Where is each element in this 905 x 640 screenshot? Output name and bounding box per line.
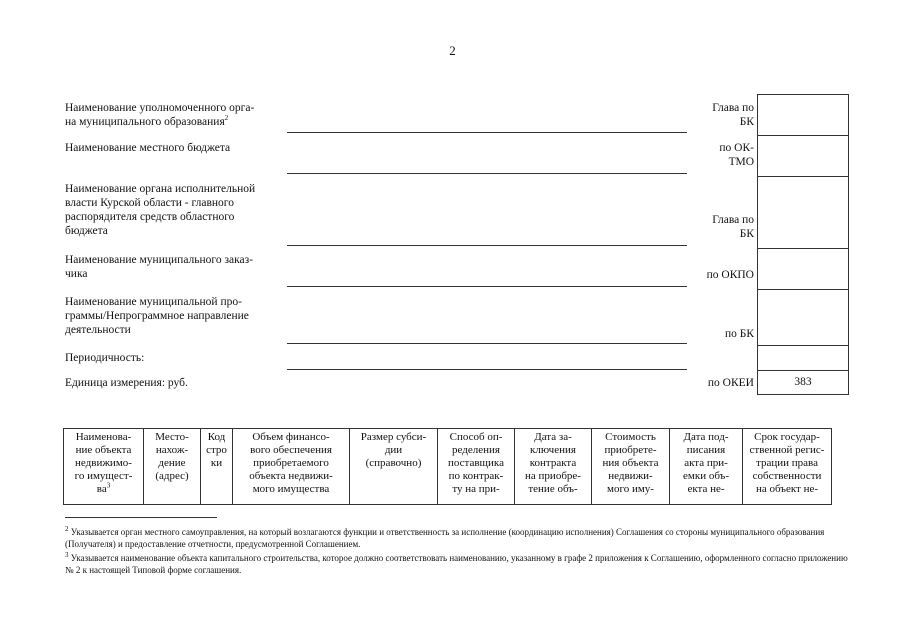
field-line-executive-body[interactable] — [287, 245, 687, 246]
field-label-periodicity: Периодичность: — [65, 352, 145, 364]
code-value-okei: 383 — [794, 376, 812, 388]
code-label-oktmo: по ОК- ТМО — [719, 142, 754, 168]
footnote-separator — [65, 517, 217, 518]
objects-table — [63, 428, 832, 505]
field-line-municipal-customer[interactable] — [287, 286, 687, 287]
field-line-periodicity[interactable] — [287, 369, 687, 370]
field-label-municipal-program: Наименование муниципальной про- граммы/Непрограммное направление деятельности — [65, 296, 249, 336]
field-line-authorized-body[interactable] — [287, 132, 687, 133]
code-label-okei: по ОКЕИ — [707, 377, 754, 389]
th-subsidy-size: Размер субси- дии (справочно) — [350, 429, 438, 505]
footnote-3: $^3$ Указывается наименование объекта капитального строительства, которое должно соответствовать наименованию, указанному в графе 2 приложения к Соглашению, оформленного согласно приложению № 2 к настоящей Типовой форме соглашения. — [65, 551, 848, 575]
code-box-bk[interactable] — [757, 289, 849, 345]
page-number: 2 — [449, 43, 456, 58]
th-object-name: Наименова- ние объекта недвижимо- го имущест- $ва^3$ — [64, 429, 144, 505]
th-financing-volume: Объем финансо- вого обеспечения приобретаемого объекта недвижи- мого имущества — [233, 429, 350, 505]
code-box-okpo[interactable] — [757, 248, 849, 289]
field-label-municipal-customer: Наименование муниципального заказ- чика — [65, 254, 254, 280]
code-label-okpo: по ОКПО — [706, 269, 754, 281]
th-registration-term: Срок государ- ственной регис- трации права собственности на объект не- — [743, 429, 832, 505]
field-label-unit: Единица измерения: руб. — [65, 377, 188, 389]
code-label-bk: по БК — [724, 328, 754, 340]
code-label-glava-bk-2: Глава по БК — [712, 214, 754, 240]
code-label-glava-bk-1: Глава по БК — [712, 102, 754, 128]
th-contract-date: Дата за- ключения контракта на приобре- тение объ- — [515, 429, 592, 505]
field-line-local-budget[interactable] — [287, 173, 687, 174]
footnote-ref-2: 2 — [224, 114, 229, 123]
footnote-ref-3: 3 — [106, 481, 111, 490]
field-label-local-budget: Наименование местного бюджета — [65, 142, 231, 154]
field-line-municipal-program[interactable] — [287, 343, 687, 344]
footnote-2: $^2$ Указывается орган местного самоуправления, на который возлагаются функции и ответственность за исполнение (координацию исполнения) Соглашения со стороны муниципального образования (Получателя) и предоставление отчетности, предусмотренной Соглашением. — [65, 525, 825, 549]
th-acquisition-cost: Стоимость приобрете- ния объекта недвижи- мого иму- — [592, 429, 670, 505]
th-location: Место- нахож- дение (адрес) — [144, 429, 201, 505]
code-box-okei[interactable] — [757, 370, 849, 395]
th-acceptance-date: Дата под- писания акта при- емки объ- екта не- — [670, 429, 743, 505]
table-header-row — [64, 429, 832, 505]
code-box-periodicity[interactable] — [757, 345, 849, 370]
th-row-code: Код стро ки — [201, 429, 233, 505]
code-box-glava-bk-2[interactable] — [757, 176, 849, 248]
code-box-oktmo[interactable] — [757, 135, 849, 176]
code-box-glava-bk-1[interactable] — [757, 94, 849, 135]
field-label-authorized-body: Наименование уполномоченного орга- на муниципального образования$^2$ — [65, 102, 255, 128]
th-supplier-method: Способ оп- ределения поставщика по контрак- ту на при- — [438, 429, 515, 505]
field-label-executive-body: Наименование органа исполнительной власти Курской области - главного распорядителя средств областного бюджета — [65, 183, 256, 237]
